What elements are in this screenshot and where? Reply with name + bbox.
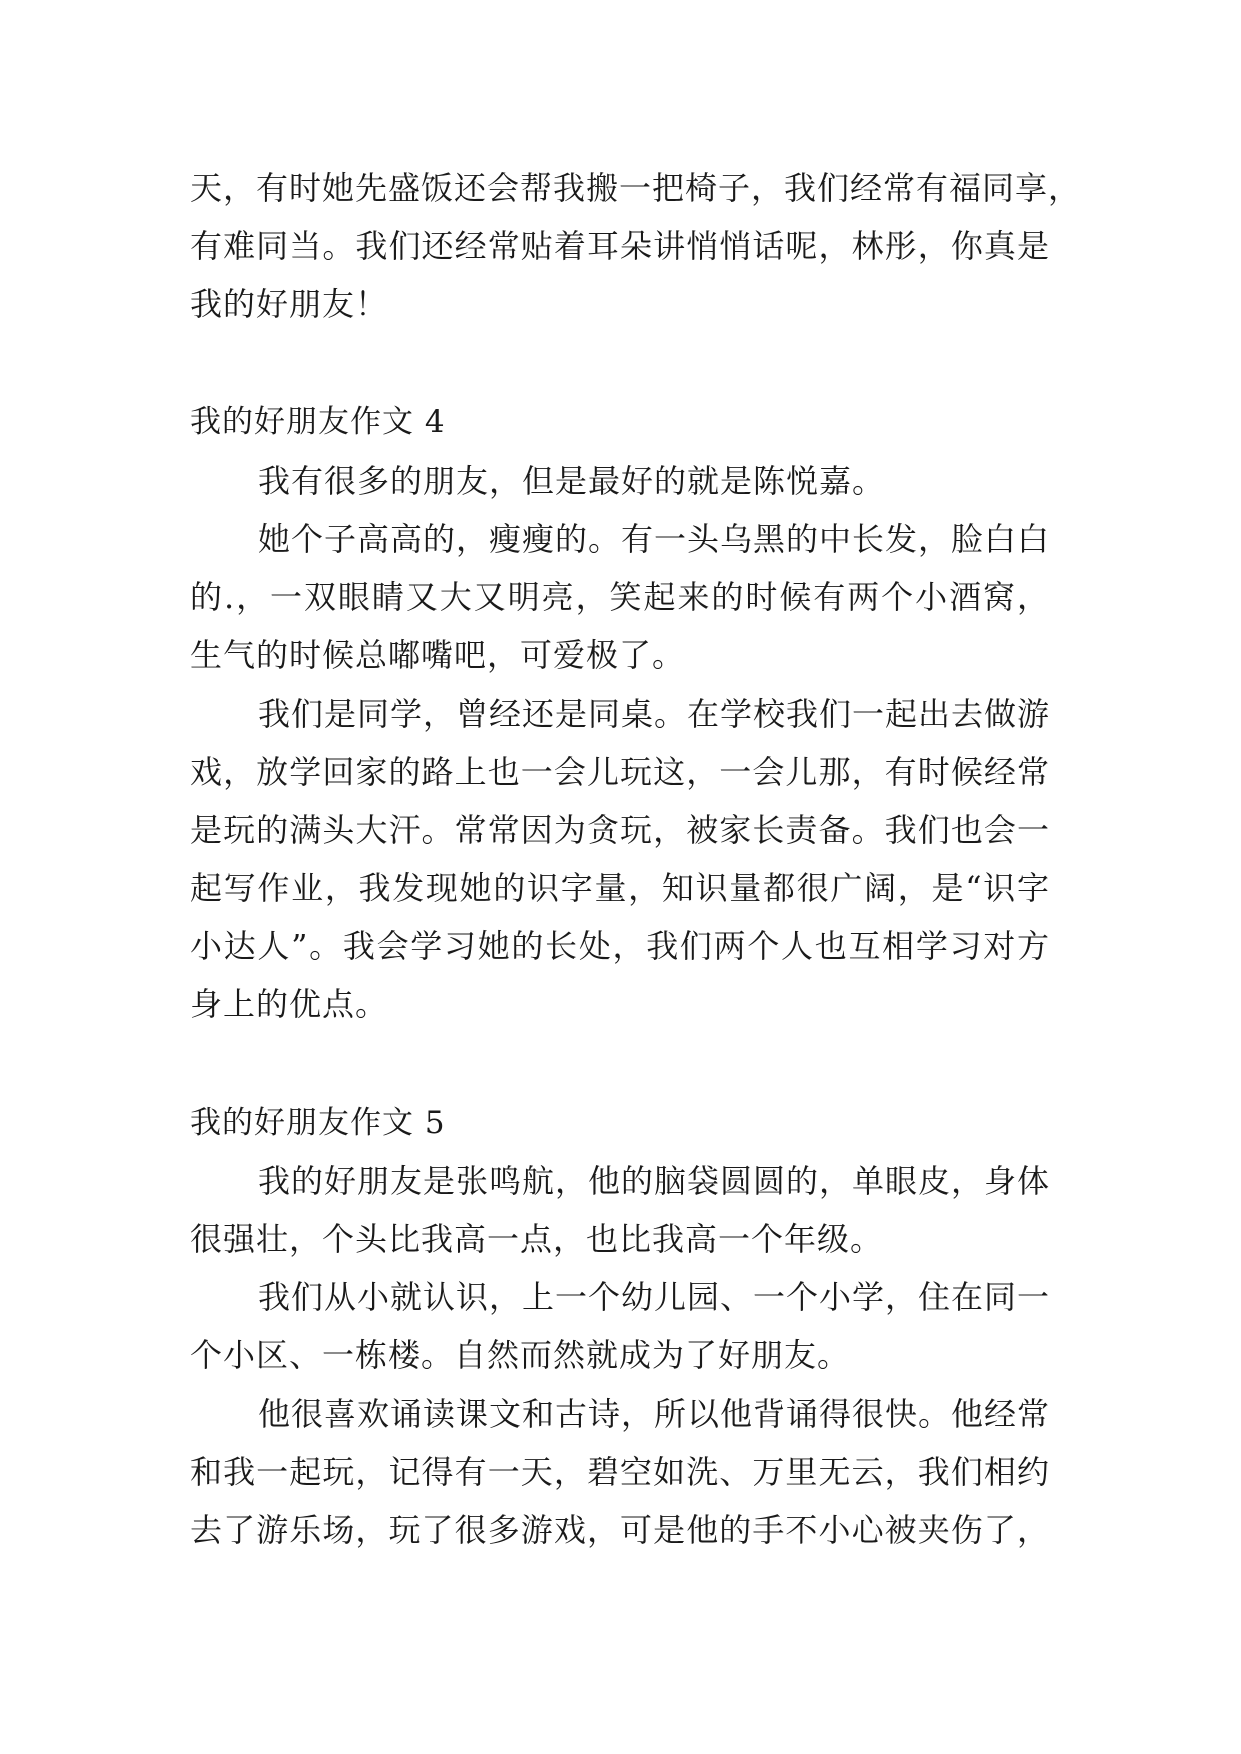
text-line: 小达人”。我会学习她的长处，我们两个人也互相学习对方 [190,927,1050,965]
text-line: 生气的时候总嘟嘴吧，可爱极了。 [190,636,686,674]
text-line: 和我一起玩，记得有一天，碧空如洗、万里无云，我们相约 [190,1453,1050,1491]
text-line: 起写作业，我发现她的识字量，知识量都很广阔，是“识字 [190,869,1050,907]
text-line: 天，有时她先盛饭还会帮我搬一把椅子，我们经常有福同享， [190,169,1082,207]
text-line: 很强壮，个头比我高一点，也比我高一个年级。 [190,1220,884,1258]
text-line: 我的好朋友！ [190,285,389,323]
section-heading: 我的好朋友作文 5 [190,1105,446,1141]
text-line: 我们从小就认识，上一个幼儿园、一个小学，住在同一 [258,1278,1051,1316]
section-heading: 我的好朋友作文 4 [190,404,446,440]
text-line: 她个子高高的，瘦瘦的。有一头乌黑的中长发，脸白白 [258,520,1051,558]
text-line: 个小区、一栋楼。自然而然就成为了好朋友。 [190,1336,851,1374]
text-line: 戏，放学回家的路上也一会儿玩这，一会儿那，有时候经常 [190,753,1050,791]
text-line: 有难同当。我们还经常贴着耳朵讲悄悄话呢，林彤，你真是 [190,227,1050,265]
text-line: 是玩的满头大汗。常常因为贪玩，被家长责备。我们也会一 [190,811,1050,849]
text-line: 身上的优点。 [190,985,389,1023]
text-line: 我有很多的朋友，但是最好的就是陈悦嘉。 [258,462,886,500]
text-line: 去了游乐场，玩了很多游戏，可是他的手不小心被夹伤了， [190,1511,1050,1549]
text-line: 他很喜欢诵读课文和古诗，所以他背诵得很快。他经常 [258,1395,1051,1433]
text-line: 我的好朋友是张鸣航，他的脑袋圆圆的，单眼皮，身体 [258,1162,1051,1200]
text-line: 我们是同学，曾经还是同桌。在学校我们一起出去做游 [258,695,1051,733]
text-line: 的.，一双眼睛又大又明亮，笑起来的时候有两个小酒窝， [190,578,1050,616]
